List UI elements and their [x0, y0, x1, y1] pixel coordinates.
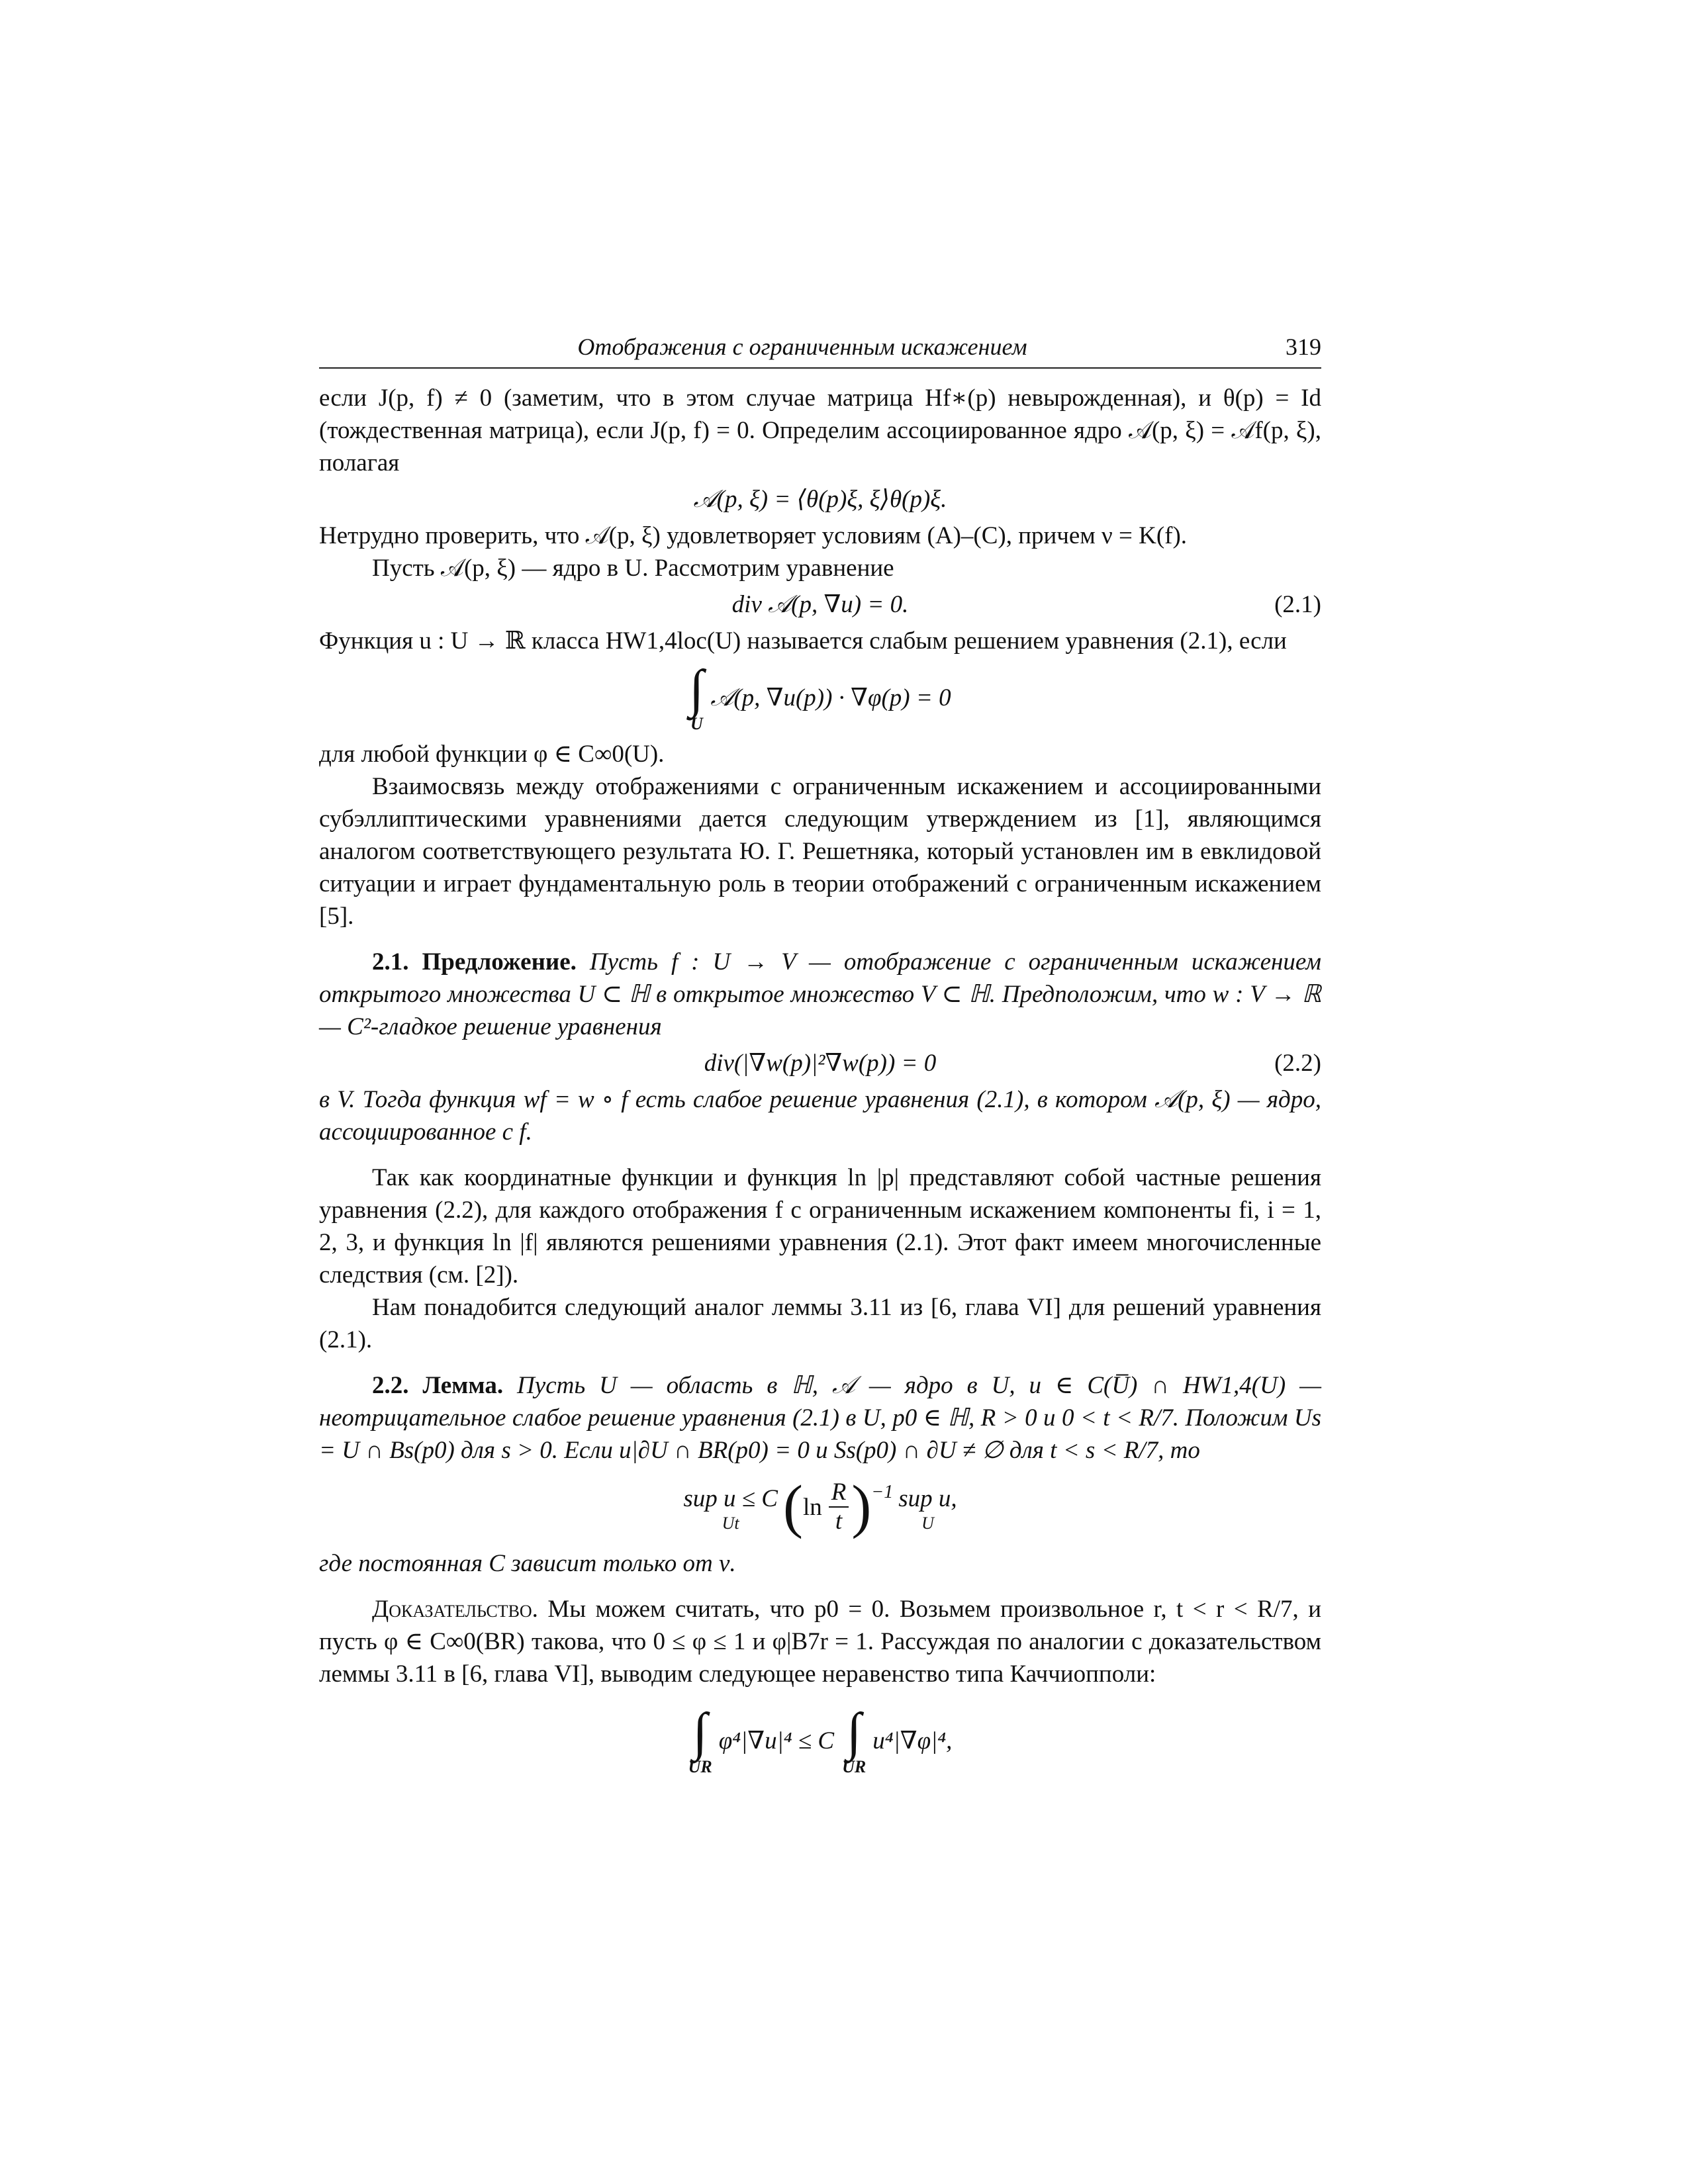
- proposition-title: 2.1. Предложение.: [372, 948, 577, 976]
- ln-text: ln: [802, 1493, 822, 1521]
- proposition-statement-cont: в V. Тогда функция wf = w ∘ f есть слабое решение уравнения (2.1), в котором 𝒜(p, ξ) — ядро, ассоциированное с f.: [319, 1086, 1321, 1146]
- proposition-2-1: [319, 946, 1321, 1043]
- sup-right-text: sup u,: [898, 1484, 957, 1512]
- equation-caccioppoli: [319, 1694, 1321, 1787]
- integral-sign-right: ∫ UR: [842, 1703, 867, 1776]
- sup-left-text: sup u ≤ C: [683, 1484, 778, 1512]
- paragraph-3: Пусть 𝒜(p, ξ) — ядро в U. Рассмотрим уравнение: [372, 555, 894, 582]
- equation-2-1-text: div 𝒜(p, ∇u) = 0.: [731, 591, 909, 618]
- exponent: −1: [871, 1482, 894, 1502]
- integral-domain-left: UR: [688, 1757, 712, 1776]
- paragraph-8: Нам понадобится следующий аналог леммы 3.11 из [6, глава VI] для решений уравнения (2.1).: [319, 1294, 1321, 1353]
- fraction-r-over-t: [829, 1479, 849, 1535]
- paragraph-4: Функция u : U → ℝ класса HW1,4loc(U) называется слабым решением уравнения (2.1), если: [319, 627, 1287, 655]
- equation-kernel: [319, 483, 1321, 516]
- lemma-title: 2.2. Лемма.: [372, 1372, 504, 1399]
- fraction-denominator: t: [835, 1508, 843, 1535]
- page-header: [319, 331, 1321, 369]
- equation-sup-estimate: sup u ≤ C Ut ( ln $\frac{R}{t}$ ) −1 sup u, U: [683, 1474, 957, 1539]
- integral-domain-weak: U: [690, 714, 703, 733]
- running-title: Отображения с ограниченным искажением: [577, 334, 1027, 360]
- equation-2-1: [319, 588, 1321, 621]
- lemma-statement: Пусть U — область в ℍ, 𝒜 — ядро в U, u ∈ C(U̅) ∩ HW1,4(U) — неотрицательное слабое решение уравнения (2.1) в U, p0 ∈ ℍ, R > 0 и 0 < t < R/7. Положим Us = U ∩ Bs(p0) для s > 0. Если u|∂U ∩ BR(p0) = 0 и Ss(p0) ∩ ∂U ≠ ∅ для t < s < R/7, то: [319, 1372, 1321, 1464]
- sup-right-subscript: U: [921, 1513, 934, 1533]
- proof-label: Доказательство.: [372, 1596, 538, 1623]
- sup-right: [898, 1482, 957, 1532]
- sup-left-subscript: Ut: [722, 1513, 739, 1533]
- paragraph-5: для любой функции φ ∈ C∞0(U).: [319, 741, 665, 768]
- integral-sign-weak: ∫ U: [689, 660, 704, 733]
- equation-2-2-number: (2.2): [1274, 1050, 1321, 1077]
- equation-weak-solution: [319, 661, 1321, 734]
- page-number: 319: [1286, 334, 1321, 360]
- caccioppoli-right: u⁴|∇φ|⁴,: [872, 1727, 953, 1754]
- caccioppoli-left: φ⁴|∇u|⁴ ≤ C: [718, 1727, 835, 1754]
- proposition-statement: Пусть f : U → V — отображение с ограниченным искажением открытого множества U ⊂ ℍ в открытое множество V ⊂ ℍ. Предположим, что w : V → ℝ — C²-гладкое решение уравнения: [319, 948, 1322, 1040]
- paragraph-6: Взаимосвязь между отображениями с ограниченным искажением и ассоциированными субэллиптическими уравнениями дается следующим утверждением из [1], являющимся аналогом соответствующего результата Ю. Г. Решетняка, который установлен им в евклидовой ситуации и играет фундаментальную роль в теории отображений с ограниченным искажением [5].: [319, 773, 1321, 930]
- sup-left: [683, 1482, 778, 1532]
- equation-weak-integrand: 𝒜(p, ∇u(p)) · ∇φ(p) = 0: [710, 684, 951, 711]
- equation-kernel-text: 𝒜(p, ξ) = ⟨θ(p)ξ, ξ⟩θ(p)ξ.: [693, 486, 947, 513]
- lemma-2-2: [319, 1369, 1321, 1467]
- paragraph-2: Нетрудно проверить, что 𝒜(p, ξ) удовлетворяет условиям (A)–(C), причем ν = K(f).: [319, 522, 1188, 549]
- paragraph-1: если J(p, f) ≠ 0 (заметим, что в этом случае матрица Hf∗(p) невырожденная), и θ(p) = Id (тождественная матрица), если J(p, f) = 0. Определим ассоциированное ядро 𝒜(p, ξ) = 𝒜f(p, ξ), полагая: [319, 385, 1321, 477]
- proof: [319, 1593, 1321, 1690]
- paragraph-7: Так как координатные функции и функция ln |p| представляют собой частные решения уравнения (2.2), для каждого отображения f с ограниченным искажением компоненты fi, i = 1, 2, 3, и функция ln |f| являются решениями уравнения (2.1). Этот факт имеем многочисленные следствия (см. [2]).: [319, 1164, 1321, 1289]
- proof-text: Мы можем считать, что p0 = 0. Возьмем произвольное r, t < r < R/7, и пусть φ ∈ C∞0(BR) такова, что 0 ≤ φ ≤ 1 и φ|B7r = 1. Рассуждая по аналогии с доказательством леммы 3.11 в [6, глава VI], выводим следующее неравенство типа Каччиопполи:: [319, 1596, 1321, 1688]
- integral-sign-left: ∫ UR: [688, 1703, 712, 1776]
- text-column: [319, 331, 1321, 1791]
- fraction-numerator: R: [829, 1479, 849, 1508]
- equation-2-2-text: div(|∇w(p)|²∇w(p)) = 0: [704, 1050, 937, 1077]
- equation-2-2: [319, 1047, 1321, 1079]
- integral-domain-right: UR: [842, 1757, 867, 1776]
- equation-2-1-number: (2.1): [1274, 591, 1321, 618]
- lemma-after: где постоянная C зависит только от ν.: [319, 1550, 736, 1577]
